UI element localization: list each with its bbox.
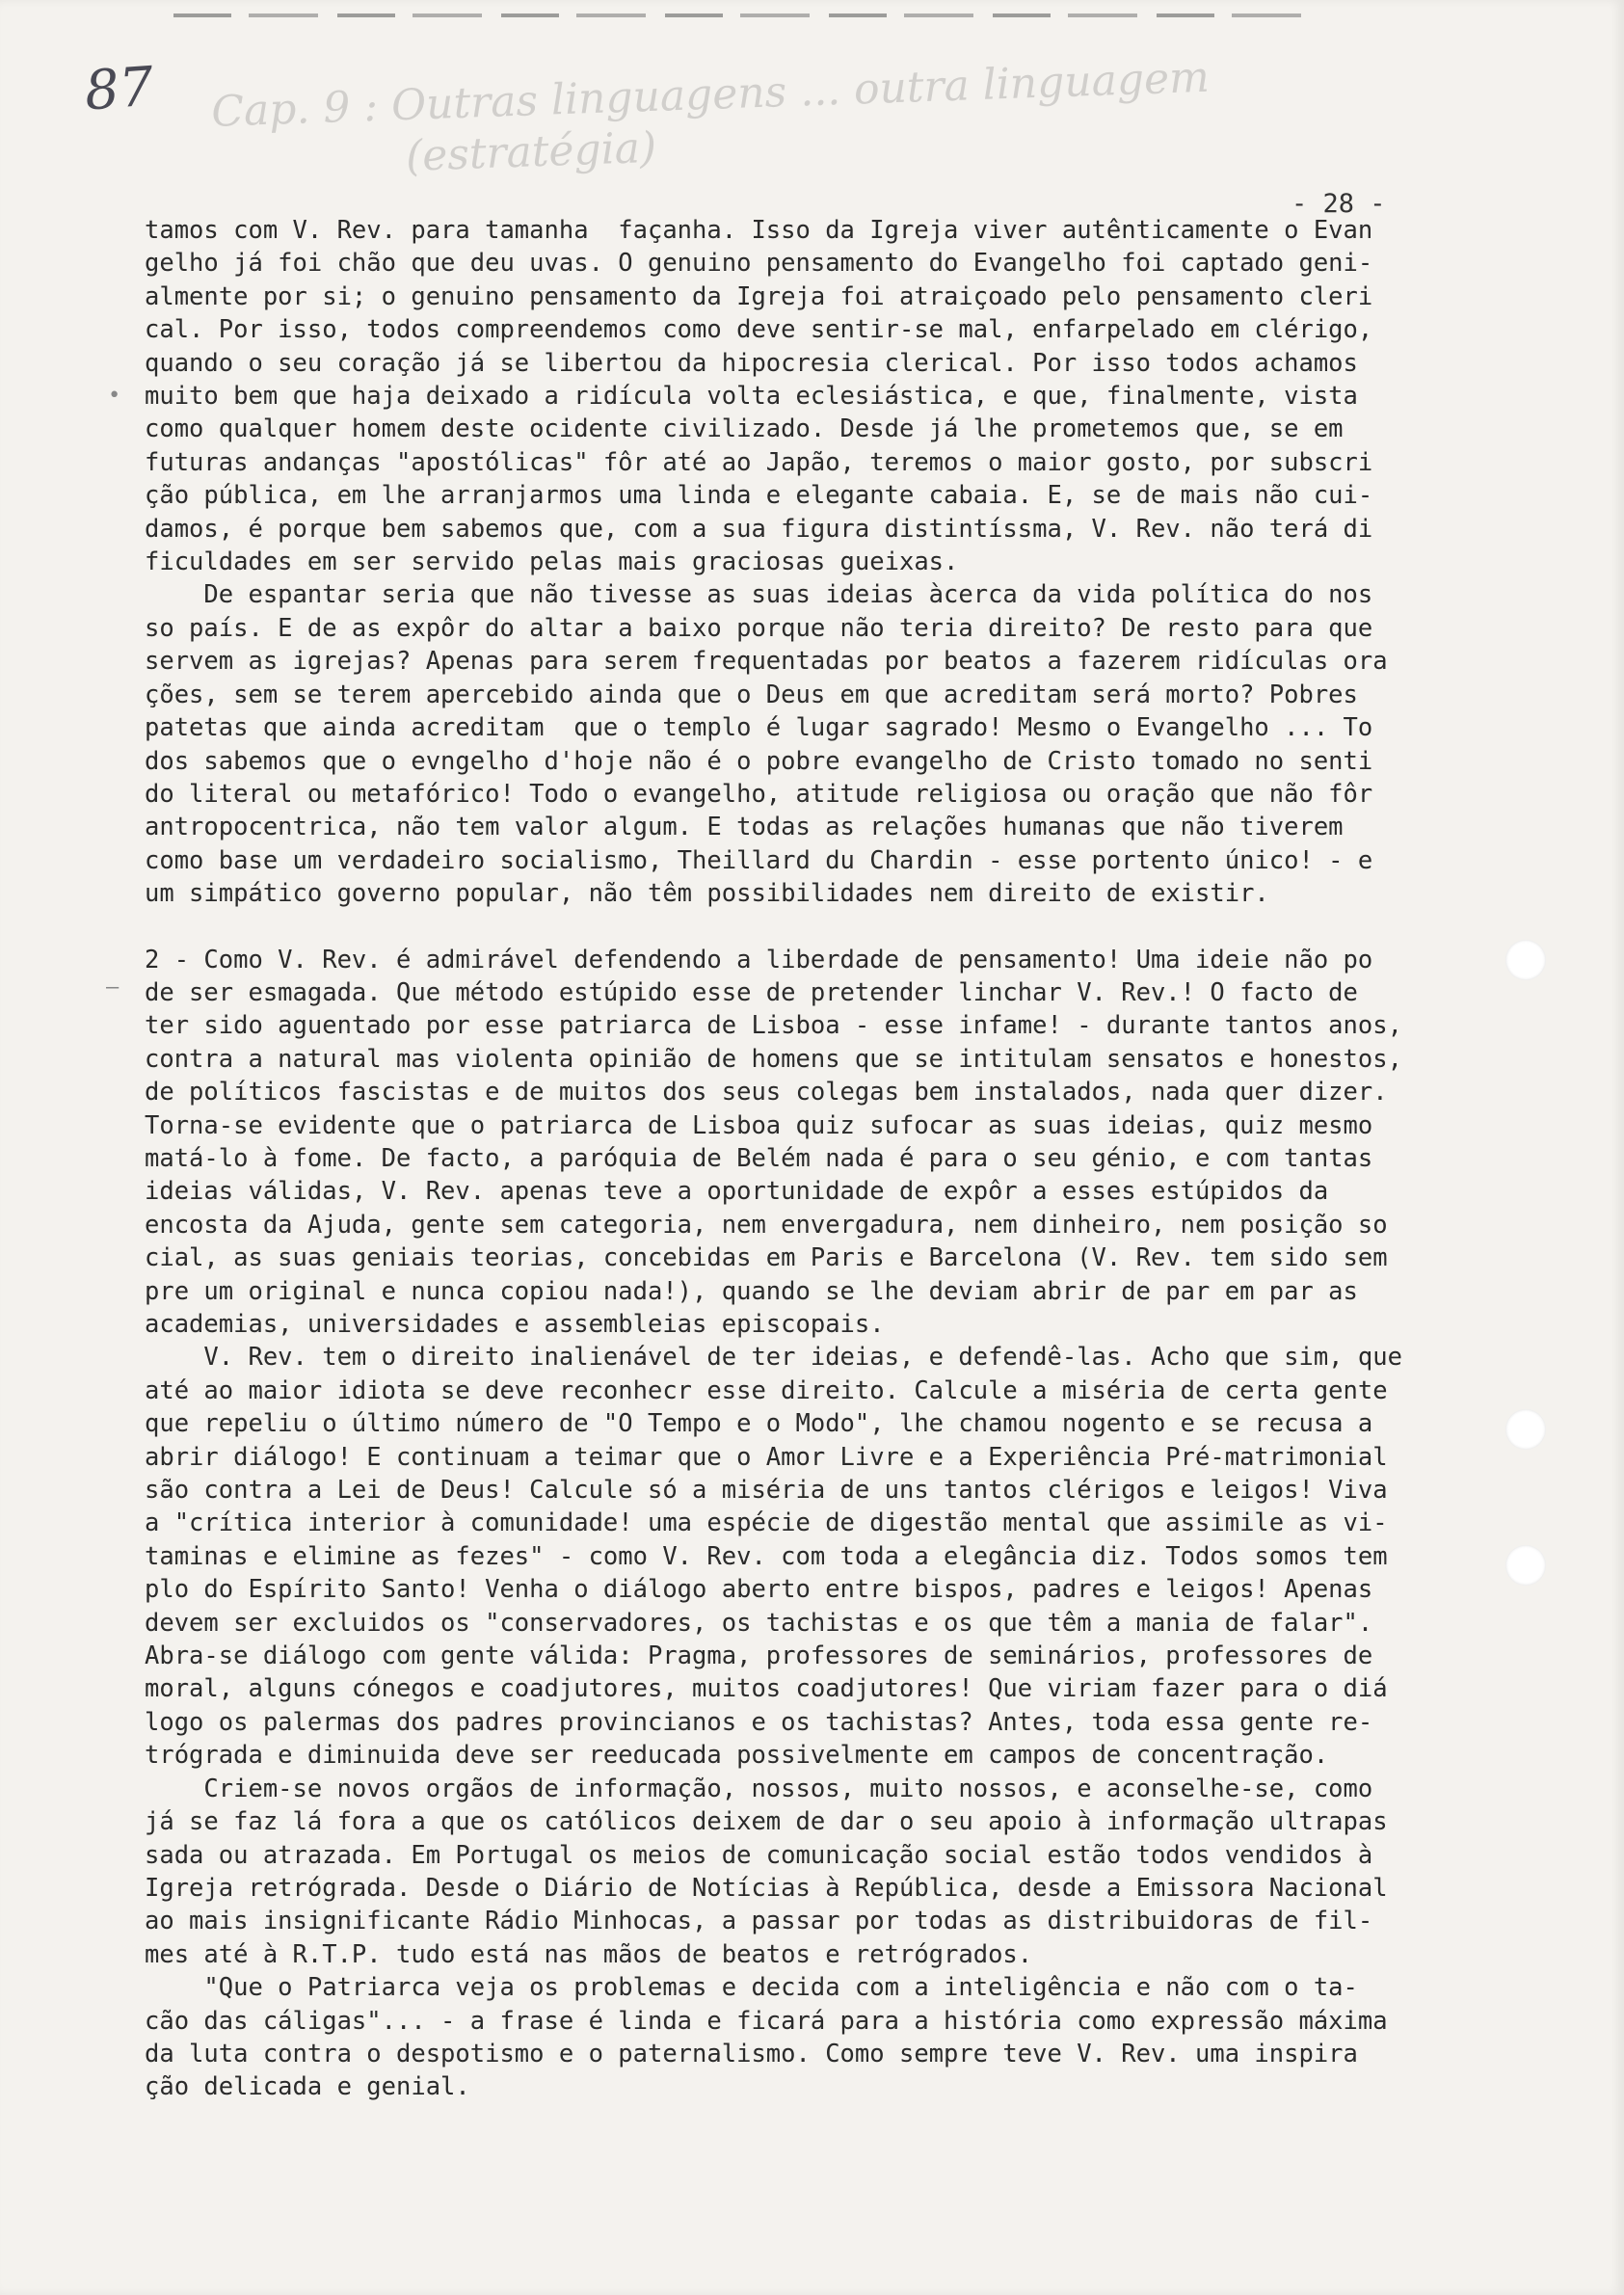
text-line: so país. E de as expôr do altar a baixo porque não teria direito? De resto para que: [145, 613, 1373, 643]
pencil-annotation-line: (estratégia): [405, 122, 657, 181]
text-line: quando o seu coração já se libertou da hipocresia clerical. Por isso todos achamos: [145, 348, 1358, 378]
text-line: 2 - Como V. Rev. é admirável defendendo a liberdade de pensamento! Uma ideie não po: [145, 945, 1373, 974]
text-line: matá-lo à fome. De facto, a paróquia de Belém nada é para o seu génio, e com tantas: [145, 1143, 1373, 1173]
text-line: Torna-se evidente que o patriarca de Lisboa quiz sufocar as suas ideias, quiz mesmo: [145, 1110, 1373, 1140]
text-line: servem as igrejas? Apenas para serem frequentadas por beatos a fazerem ridículas ora: [145, 647, 1388, 677]
text-line: dos sabemos que o evngelho d'hoje não é o pobre evangelho de Cristo tomado no senti: [145, 746, 1373, 776]
text-line: patetas que ainda acreditam que o templo é lugar sagrado! Mesmo o Evangelho ... To: [145, 713, 1373, 743]
text-line: até ao maior idiota se deve reconhecr esse direito. Calcule a miséria de certa gente: [145, 1375, 1388, 1405]
top-edge-marks: [173, 13, 1311, 17]
text-line: ideias válidas, V. Rev. apenas teve a oportunidade de expôr a esses estúpidos da: [145, 1177, 1329, 1207]
text-line: ter sido aguentado por esse patriarca de Lisboa - esse infame! - durante tantos anos,: [145, 1011, 1402, 1041]
text-line: já se faz lá fora a que os católicos deixem de dar o seu apoio à informação ultrapas: [145, 1807, 1388, 1837]
text-line: devem ser excluidos os "conservadores, os tachistas e os que têm a mania de falar".: [145, 1608, 1373, 1638]
pencil-annotation: [210, 51, 1254, 189]
text-line: damos, é porque bem sabemos que, com a sua figura distintíssma, V. Rev. não terá di: [145, 514, 1373, 544]
text-line: da luta contra o despotismo e o paternalismo. Como sempre teve V. Rev. uma inspira: [145, 2039, 1358, 2068]
text-line: ção pública, em lhe arranjarmos uma linda e elegante cabaia. E, se de mais não cui-: [145, 481, 1373, 511]
text-line: mes até à R.T.P. tudo está nas mãos de beatos e retrógrados.: [145, 1939, 1033, 1969]
text-line: De espantar seria que não tivesse as suas ideias àcerca da vida política do nos: [145, 580, 1373, 610]
text-line: Abra-se diálogo com gente válida: Pragma, professores de seminários, professores de: [145, 1641, 1373, 1671]
handwritten-folio-number: 87: [82, 55, 156, 123]
text-line: taminas e elimine as fezes" - como V. Rev. com toda a elegância diz. Todos somos tem: [145, 1541, 1388, 1571]
text-line: almente por si; o genuino pensamento da Igreja foi atraiçoado pelo pensamento cleri: [145, 281, 1373, 311]
text-line: cal. Por isso, todos compreendemos como deve sentir-se mal, enfarpelado em clérigo,: [145, 315, 1373, 345]
text-line: sada ou atrazada. Em Portugal os meios de comunicação social estão todos vendidos à: [145, 1840, 1373, 1870]
text-line: ao mais insignificante Rádio Minhocas, a passar por todas as distribuidoras de fil-: [145, 1907, 1373, 1936]
text-line: ções, sem se terem apercebido ainda que o Deus em que acreditam será morto? Pobres: [145, 680, 1358, 709]
text-line: de ser esmagada. Que método estúpido esse de pretender linchar V. Rev.! O facto de: [145, 977, 1358, 1007]
margin-dot-mark: •: [108, 384, 121, 408]
text-line: contra a natural mas violenta opinião de homens que se intitulam sensatos e honestos,: [145, 1044, 1402, 1074]
text-line: pre um original e nunca copiou nada!), quando se lhe deviam abrir de par em par as: [145, 1276, 1358, 1306]
punch-hole: [1505, 940, 1546, 980]
text-line: plo do Espírito Santo! Venha o diálogo aberto entre bispos, padres e leigos! Apenas: [145, 1575, 1373, 1605]
text-line: a "crítica interior à comunidade! uma espécie de digestão mental que assimile as vi-: [145, 1508, 1388, 1538]
text-line: como base um verdadeiro socialismo, Theillard du Chardin - esse portento único! - e: [145, 845, 1373, 875]
text-line: V. Rev. tem o direito inalienável de ter ideias, e defendê-las. Acho que sim, que: [145, 1343, 1402, 1373]
text-line: como qualquer homem deste ocidente civilizado. Desde já lhe prometemos que, se em: [145, 414, 1344, 444]
text-line: "Que o Patriarca veja os problemas e decida com a inteligência e não com o ta-: [145, 1973, 1358, 2003]
text-line: de políticos fascistas e de muitos dos seus colegas bem instalados, nada quer dizer.: [145, 1078, 1388, 1107]
punch-hole: [1505, 1545, 1546, 1586]
text-line: antropocentrica, não tem valor algum. E todas as relações humanas que não tiverem: [145, 813, 1344, 842]
text-line: Criem-se novos orgãos de informação, nossos, muito nossos, e aconselhe-se, como: [145, 1774, 1373, 1803]
text-line: abrir diálogo! E continuam a teimar que o Amor Livre e a Experiência Pré-matrimonial: [145, 1442, 1388, 1472]
text-line: que repeliu o último número de "O Tempo e o Modo", lhe chamou nogento e se recusa a: [145, 1409, 1373, 1439]
text-line: Igreja retrógrada. Desde o Diário de Notícias à República, desde a Emissora Nacional: [145, 1873, 1388, 1903]
text-line: um simpático governo popular, não têm possibilidades nem direito de existir.: [145, 879, 1269, 909]
text-line: ficuldades em ser servido pelas mais graciosas gueixas.: [145, 547, 959, 577]
margin-tick-mark: —: [106, 975, 120, 1000]
punch-hole: [1505, 1409, 1546, 1450]
text-line: academias, universidades e assembleias episcopais.: [145, 1310, 885, 1339]
text-line: futuras andanças "apostólicas" fôr até ao Japão, teremos o maior gosto, por subscri: [145, 447, 1373, 477]
typed-body-text: [145, 214, 1446, 2104]
text-line: encosta da Ajuda, gente sem categoria, nem envergadura, nem dinheiro, nem posição so: [145, 1210, 1388, 1240]
text-line: cão das cáligas"... - a frase é linda e ficará para a história como expressão máxima: [145, 2006, 1388, 2036]
text-line: do literal ou metafórico! Todo o evangelho, atitude religiosa ou oração que não fôr: [145, 779, 1373, 809]
text-line: gelho já foi chão que deu uvas. O genuino pensamento do Evangelho foi captado geni-: [145, 249, 1373, 279]
paragraph-gap: [145, 911, 1446, 944]
text-line: trógrada e diminuida deve ser reeducada possivelmente em campos de concentração.: [145, 1741, 1329, 1771]
page-number: - 28 -: [1291, 189, 1386, 219]
pencil-annotation-line: Cap. 9 : Outras linguagens ... outra linguagem: [210, 52, 1211, 137]
text-line: logo os palermas dos padres provincianos e os tachistas? Antes, toda essa gente re-: [145, 1707, 1373, 1737]
text-line: moral, alguns cónegos e coadjutores, muitos coadjutores! Que viriam fazer para o diá: [145, 1674, 1388, 1704]
text-line: são contra a Lei de Deus! Calcule só a miséria de uns tantos clérigos e leigos! Viva: [145, 1476, 1388, 1506]
text-line: ção delicada e genial.: [145, 2072, 470, 2102]
text-line: cial, as suas geniais teorias, concebidas em Paris e Barcelona (V. Rev. tem sido sem: [145, 1243, 1388, 1273]
text-line: muito bem que haja deixado a ridícula volta eclesiástica, e que, finalmente, vista: [145, 382, 1358, 412]
text-line: tamos com V. Rev. para tamanha façanha. Isso da Igreja viver autênticamente o Evan: [145, 216, 1373, 245]
